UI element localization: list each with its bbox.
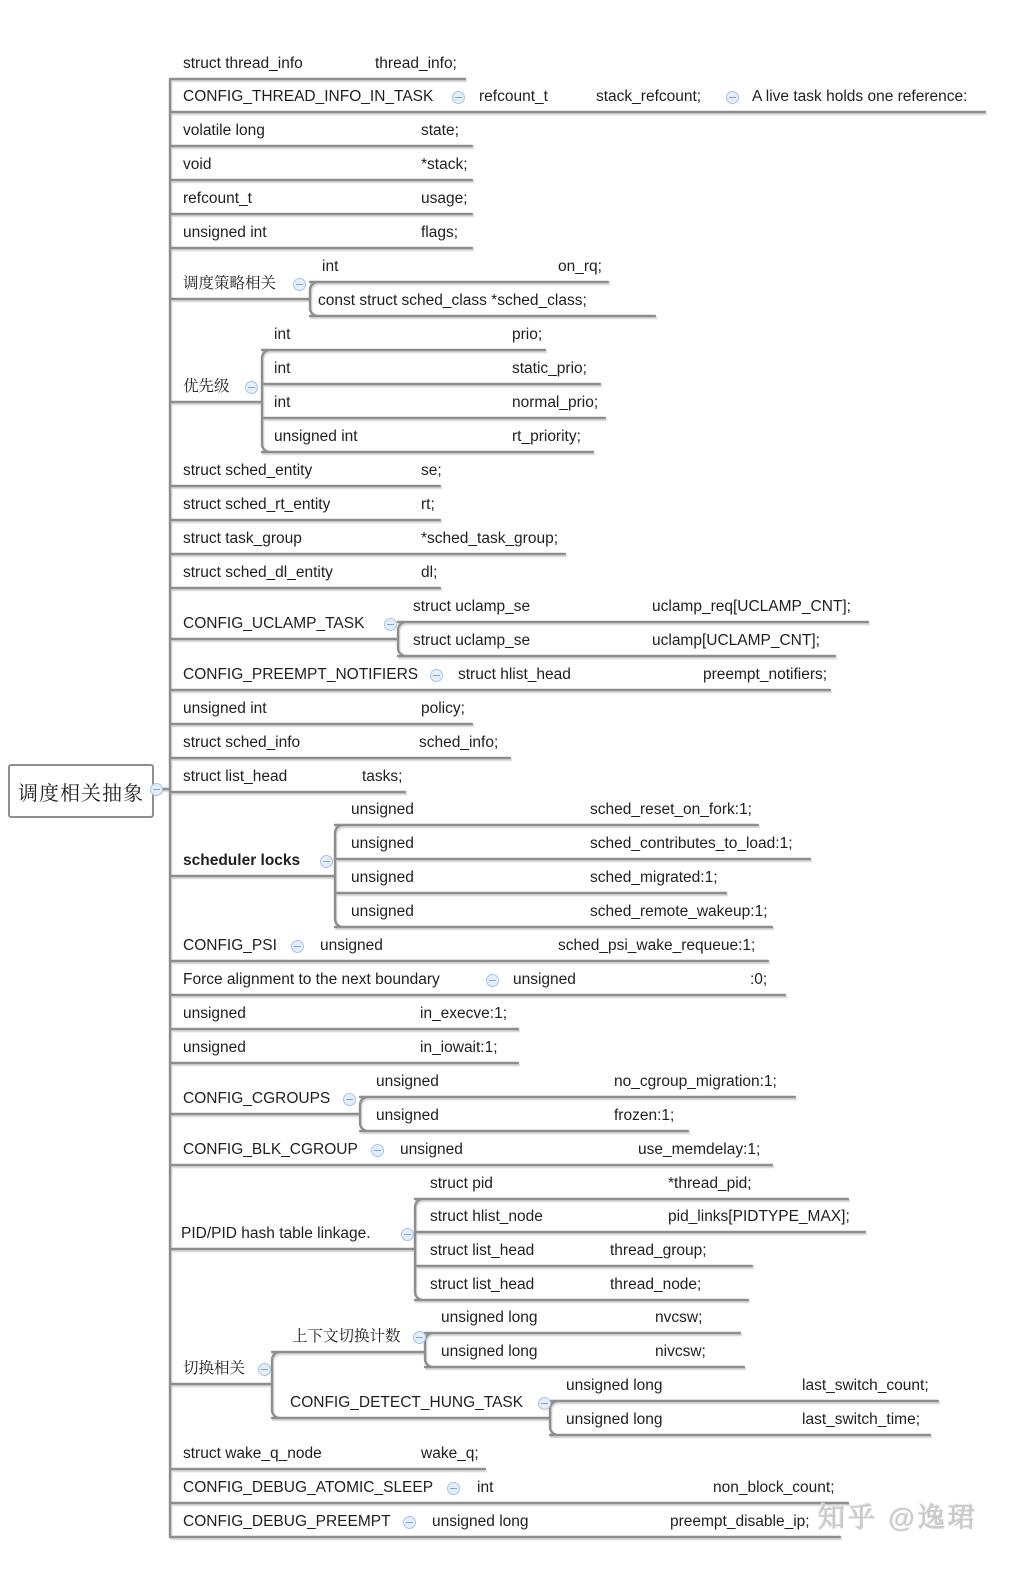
c-type[interactable]: void — [183, 156, 212, 173]
minus-circle-icon[interactable] — [245, 381, 258, 394]
c-field[interactable]: uclamp_req[UCLAMP_CNT]; — [652, 598, 851, 615]
c-field[interactable]: sched_reset_on_fork:1; — [590, 801, 752, 818]
c-type[interactable]: struct pid — [430, 1175, 493, 1192]
c-type[interactable]: struct task_group — [183, 530, 302, 547]
c-type[interactable]: unsigned — [513, 971, 576, 988]
root-node-label: 调度相关抽象 — [18, 782, 144, 805]
c-type[interactable]: unsigned long — [432, 1513, 529, 1530]
c-type[interactable]: struct list_head — [430, 1242, 535, 1259]
c-type[interactable]: struct wake_q_node — [183, 1445, 322, 1462]
config-label[interactable]: CONFIG_CGROUPS — [183, 1090, 331, 1107]
group-label[interactable]: scheduler locks — [183, 852, 301, 869]
c-type[interactable]: struct uclamp_se — [413, 632, 531, 649]
c-type[interactable]: unsigned — [400, 1141, 463, 1158]
c-field[interactable]: last_switch_count; — [802, 1377, 929, 1394]
c-field[interactable]: normal_prio; — [512, 394, 599, 411]
c-field[interactable]: preempt_notifiers; — [703, 666, 828, 683]
c-field[interactable]: in_execve:1; — [420, 1005, 508, 1022]
c-type[interactable]: unsigned int — [183, 700, 267, 717]
group-label[interactable]: 切换相关 — [183, 1360, 246, 1377]
c-type[interactable]: unsigned int — [183, 224, 267, 241]
c-field[interactable]: *sched_task_group; — [421, 530, 559, 547]
minus-circle-icon[interactable] — [401, 1228, 414, 1241]
c-field[interactable]: nivcsw; — [655, 1343, 706, 1360]
minus-circle-icon[interactable] — [447, 1482, 460, 1495]
c-type[interactable]: struct hlist_node — [430, 1208, 543, 1225]
c-type[interactable]: struct sched_info — [183, 734, 301, 751]
c-type[interactable]: unsigned long — [566, 1411, 663, 1428]
config-label[interactable]: CONFIG_PSI — [183, 937, 277, 954]
c-field[interactable]: usage; — [421, 190, 468, 207]
c-type[interactable]: const struct sched_class *sched_class; — [318, 292, 587, 309]
config-label[interactable]: CONFIG_DEBUG_ATOMIC_SLEEP — [183, 1479, 434, 1496]
c-type[interactable]: unsigned long — [441, 1309, 538, 1326]
group-label[interactable]: PID/PID hash table linkage. — [181, 1225, 371, 1242]
c-field[interactable]: sched_migrated:1; — [590, 869, 718, 886]
c-field[interactable]: dl; — [421, 564, 438, 581]
c-type[interactable]: struct list_head — [430, 1276, 535, 1293]
c-type[interactable]: unsigned — [183, 1039, 246, 1056]
c-field[interactable]: no_cgroup_migration:1; — [614, 1073, 777, 1090]
minus-circle-icon[interactable] — [258, 1363, 271, 1376]
minus-circle-icon[interactable] — [343, 1093, 356, 1106]
c-field[interactable]: *stack; — [421, 156, 468, 173]
c-field[interactable]: thread_info; — [375, 55, 457, 72]
note-text[interactable]: A live task holds one reference: — [752, 88, 968, 105]
c-field[interactable]: se; — [421, 462, 442, 479]
c-field[interactable]: sched_remote_wakeup:1; — [590, 903, 768, 920]
c-field[interactable]: frozen:1; — [614, 1107, 675, 1124]
c-field[interactable]: *thread_pid; — [668, 1175, 752, 1192]
c-field[interactable]: thread_group; — [610, 1242, 707, 1259]
config-label[interactable]: CONFIG_UCLAMP_TASK — [183, 615, 365, 632]
c-field[interactable]: non_block_count; — [713, 1479, 835, 1496]
c-type[interactable]: struct sched_entity — [183, 462, 313, 479]
config-label[interactable]: CONFIG_PREEMPT_NOTIFIERS — [183, 666, 419, 683]
c-field[interactable]: :0; — [750, 971, 768, 988]
minus-circle-icon[interactable] — [403, 1516, 416, 1529]
c-type[interactable]: unsigned — [351, 835, 414, 852]
c-field[interactable]: use_memdelay:1; — [638, 1141, 761, 1158]
minus-circle-icon[interactable] — [371, 1144, 384, 1157]
minus-circle-icon[interactable] — [291, 940, 304, 953]
c-type[interactable]: unsigned — [183, 1005, 246, 1022]
c-type[interactable]: refcount_t — [479, 88, 548, 105]
minus-circle-icon[interactable] — [384, 618, 397, 631]
c-field[interactable]: nvcsw; — [655, 1309, 703, 1326]
minus-circle-icon[interactable] — [538, 1397, 551, 1410]
c-type[interactable]: struct list_head — [183, 768, 288, 785]
c-type[interactable]: int — [322, 258, 339, 275]
c-type[interactable]: unsigned — [320, 937, 383, 954]
config-label[interactable]: CONFIG_DETECT_HUNG_TASK — [290, 1394, 524, 1411]
c-field[interactable]: sched_psi_wake_requeue:1; — [558, 937, 756, 954]
c-field[interactable]: last_switch_time; — [802, 1411, 921, 1428]
group-label[interactable]: 优先级 — [183, 378, 230, 395]
c-field[interactable]: flags; — [421, 224, 459, 241]
group-label[interactable]: 调度策略相关 — [183, 275, 277, 292]
c-field[interactable]: policy; — [421, 700, 465, 717]
c-field[interactable]: uclamp[UCLAMP_CNT]; — [652, 632, 820, 649]
minus-circle-icon[interactable] — [726, 91, 739, 104]
c-type[interactable]: struct hlist_head — [458, 666, 571, 683]
c-field[interactable]: tasks; — [362, 768, 403, 785]
c-field[interactable]: pid_links[PIDTYPE_MAX]; — [668, 1208, 850, 1225]
c-type[interactable]: unsigned — [351, 801, 414, 818]
c-field[interactable]: stack_refcount; — [596, 88, 702, 105]
c-type[interactable]: unsigned — [376, 1073, 439, 1090]
c-field[interactable]: static_prio; — [512, 360, 587, 377]
c-field[interactable]: rt; — [421, 496, 435, 513]
group-label[interactable]: 上下文切换计数 — [292, 1328, 401, 1345]
c-type[interactable]: unsigned long — [441, 1343, 538, 1360]
config-label[interactable]: CONFIG_BLK_CGROUP — [183, 1141, 358, 1158]
c-field[interactable]: on_rq; — [558, 258, 602, 275]
c-type[interactable]: unsigned — [351, 903, 414, 920]
minus-circle-icon[interactable] — [413, 1331, 426, 1344]
c-field[interactable]: sched_info; — [419, 734, 499, 751]
c-field[interactable]: sched_contributes_to_load:1; — [590, 835, 793, 852]
root-collapse-icon[interactable] — [150, 783, 163, 796]
config-label[interactable]: CONFIG_THREAD_INFO_IN_TASK — [183, 88, 434, 105]
c-type[interactable]: refcount_t — [183, 190, 252, 207]
minus-circle-icon[interactable] — [486, 974, 499, 987]
config-label[interactable]: CONFIG_DEBUG_PREEMPT — [183, 1513, 391, 1530]
c-field[interactable]: preempt_disable_ip; — [670, 1513, 810, 1530]
c-type[interactable]: unsigned — [351, 869, 414, 886]
c-field[interactable]: rt_priority; — [512, 428, 581, 445]
c-field[interactable]: wake_q; — [421, 1445, 479, 1462]
c-field[interactable]: prio; — [512, 326, 543, 343]
minus-circle-icon[interactable] — [293, 278, 306, 291]
c-type[interactable]: int — [274, 360, 291, 377]
c-type[interactable]: int — [274, 326, 291, 343]
c-field[interactable]: state; — [421, 122, 459, 139]
minus-circle-icon[interactable] — [452, 91, 465, 104]
minus-circle-icon[interactable] — [320, 855, 333, 868]
c-type[interactable]: unsigned int — [274, 428, 358, 445]
minus-circle-icon[interactable] — [430, 669, 443, 682]
c-type[interactable]: unsigned long — [566, 1377, 663, 1394]
c-field[interactable]: thread_node; — [610, 1276, 702, 1293]
note-text[interactable]: Force alignment to the next boundary — [183, 971, 440, 988]
c-type[interactable]: unsigned — [376, 1107, 439, 1124]
c-type[interactable]: int — [274, 394, 291, 411]
c-type[interactable]: volatile long — [183, 122, 265, 139]
root-node[interactable] — [8, 764, 154, 818]
c-type[interactable]: int — [477, 1479, 494, 1496]
c-type[interactable]: struct uclamp_se — [413, 598, 531, 615]
watermark: 知乎 @逸珺 — [818, 1503, 978, 1533]
c-type[interactable]: struct thread_info — [183, 55, 303, 72]
c-field[interactable]: in_iowait:1; — [420, 1039, 498, 1056]
c-type[interactable]: struct sched_rt_entity — [183, 496, 331, 513]
c-type[interactable]: struct sched_dl_entity — [183, 564, 333, 581]
